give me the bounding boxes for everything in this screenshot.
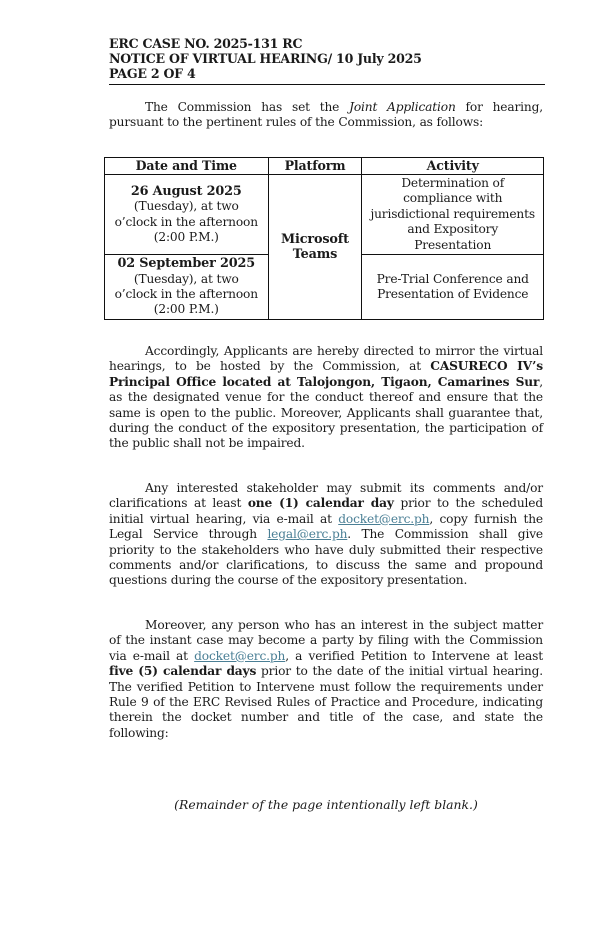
- intro-paragraph: [109, 100, 543, 131]
- comments-deadline: one (1) calendar day: [247, 496, 394, 511]
- hearing-time: (2:00 P.M.): [153, 229, 219, 244]
- comments-text: Any interested stakeholder may submit its comments and/or clarifications at least: [109, 481, 543, 511]
- intervene-deadline: five (5) calendar days: [109, 664, 257, 679]
- date-cell: [105, 175, 269, 255]
- platform-cell: [268, 175, 362, 320]
- platform-line2: Teams: [292, 247, 338, 262]
- notice-title: NOTICE OF VIRTUAL HEARING/ 10 July 2025: [109, 51, 422, 66]
- hearing-time: (2:00 P.M.): [153, 302, 219, 317]
- table-row: [105, 175, 544, 255]
- intervene-text-3: prior to the date of the initial virtual hearing. The verified Petition to Intervene must follow the requirements under Rule 9 of the ERC Revised Rules of Practice and Procedure, indicating therein the docket number and title of the case, and state the following:: [109, 664, 543, 740]
- col-header-platform: Platform: [268, 158, 362, 175]
- page-number: PAGE 2 OF 4: [109, 66, 196, 81]
- comments-text-3: , copy furnish the Legal Service through: [109, 511, 543, 542]
- docket-email-link[interactable]: docket@erc.ph: [338, 511, 430, 526]
- intro-text: The Commission has set the: [145, 100, 350, 114]
- venue-text-2: , as the designated venue for the conduct thereof and ensure that the same is open to the public. Moreover, Applicants shall guarantee that, during the conduct of the expository presentation, the participation of the public shall not be impaired.: [109, 374, 543, 451]
- hearing-date: 02 September 2025: [117, 256, 256, 272]
- case-number: ERC CASE NO. 2025-131 RC: [109, 36, 303, 51]
- joint-application-italic: Joint Application: [349, 100, 456, 114]
- col-header-activity: Activity: [362, 158, 544, 175]
- blank-page-note: (Remainder of the page intentionally left blank.): [174, 797, 478, 812]
- hearing-day: (Tuesday), at two: [133, 199, 239, 214]
- hearing-date: 26 August 2025: [130, 183, 242, 199]
- intervene-paragraph: [109, 618, 543, 741]
- hearing-time-text: o’clock in the afternoon: [114, 287, 258, 301]
- comments-text-4: . The Commission shall give priority to the stakeholders who have duly submitted their respective comments and/or clarifications, to discuss the same and propound questions during the course of the expository presentation.: [109, 527, 543, 588]
- docket-email-link-2[interactable]: docket@erc.ph: [194, 648, 286, 663]
- comments-text-2: prior to the scheduled initial virtual hearing, via e-mail at: [109, 496, 543, 526]
- hearing-schedule-table: [104, 157, 544, 320]
- legal-email-link[interactable]: legal@erc.ph: [267, 527, 348, 542]
- table-header-row: [105, 158, 544, 175]
- venue-paragraph: [109, 344, 543, 452]
- header-rule: [109, 84, 545, 85]
- col-header-date: Date and Time: [105, 158, 269, 175]
- venue-location: CASURECO IV’s Principal Office located at Talojongon, Tigaon, Camarines Sur: [109, 359, 543, 389]
- venue-text: Accordingly, Applicants are hereby directed to mirror the virtual hearings, to be hosted by the Commission, at: [109, 344, 543, 374]
- comments-paragraph: [109, 481, 543, 589]
- hearing-day: (Tuesday), at two: [133, 271, 239, 286]
- activity-cell: Determination of compliance with jurisdictional requirements and Expository Presentation: [362, 175, 544, 255]
- intervene-text: Moreover, any person who has an interest in the subject matter of the instant case may become a party by filing with the Commission via e-mail at: [109, 618, 543, 663]
- platform-line1: Microsoft: [281, 231, 349, 247]
- hearing-time-text: o’clock in the afternoon: [114, 214, 258, 229]
- page-header: [109, 36, 545, 81]
- intervene-text-2: , a verified Petition to Intervene at least: [285, 648, 543, 663]
- activity-cell: Pre-Trial Conference and Presentation of Evidence: [362, 255, 544, 320]
- intro-text-2: for hearing, pursuant to the pertinent rules of the Commission, as follows:: [109, 100, 543, 130]
- date-cell: [105, 255, 269, 320]
